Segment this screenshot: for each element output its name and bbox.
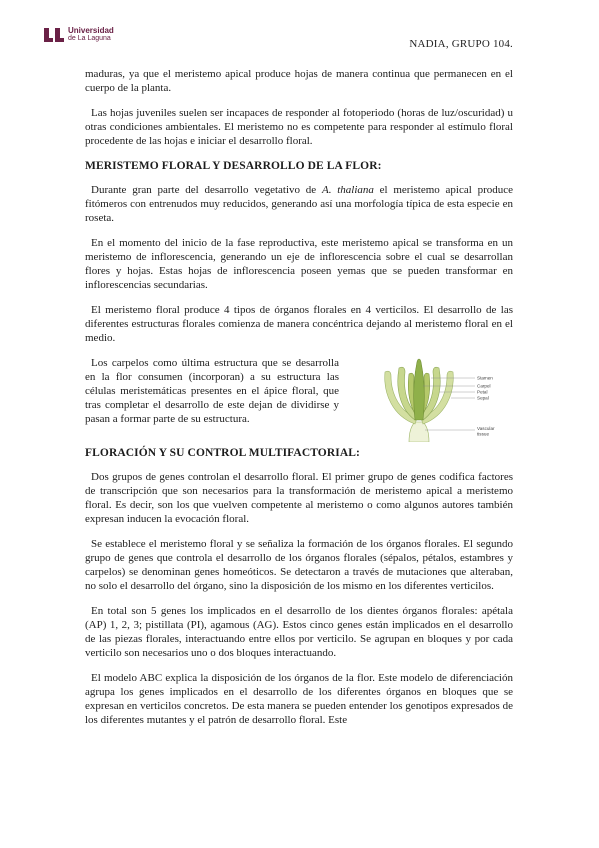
flower-structure-figure bbox=[365, 350, 513, 442]
figure-label-sepal: Sepal bbox=[477, 395, 489, 401]
flower-diagram-illustration bbox=[365, 350, 513, 442]
paragraph-2: Las hojas juveniles suelen ser incapaces de responder al fotoperiodo (horas de luz/oscuridad) u otras condiciones ambientales. El meristemo no es competente para responder al estímulo floral procedente de las hojas e iniciar el desarrollo floral. bbox=[85, 107, 513, 147]
figure-label-petal: Petal bbox=[477, 389, 488, 395]
author-group-label: NADIA, GRUPO 104. bbox=[409, 38, 513, 50]
text-with-figure bbox=[85, 356, 513, 442]
logo-text-line1: Universidad bbox=[68, 26, 114, 35]
paragraph-5: El meristemo floral produce 4 tipos de órganos florales en 4 verticilos. El desarrollo de las diferentes estructuras florales comienza de manera concéntrica dejando al meristemo floral en el medio. bbox=[85, 304, 513, 344]
paragraph-9: En total son 5 genes los implicados en el desarrollo de los dientes órganos florales: apétala (AP) 1, 2, 3; pistillata (PI), agamous (AG). Estos cinco genes están implicados en el desarrollo de las piezas florales, interactuando entre ellos por verticilo. Se agrupan en bloques y por cada verticilo son necesarios uno o dos bloques interactuando. bbox=[85, 605, 513, 659]
section-heading-floral-meristem: MERISTEMO FLORAL Y DESARROLLO DE LA FLOR: bbox=[85, 160, 382, 172]
paragraph-3-end: el meristemo apical produce fitómeros con entrenudos muy reducidos, generando así una morfología típica de esta especie en roseta. bbox=[85, 184, 514, 224]
paragraph-4: En el momento del inicio de la fase reproductiva, este meristemo apical se transforma en un meristemo de inflorescencia, generando un eje de inflorescencia sobre el cual se desarrollan flores y hojas. Estas hojas de inflorescencia poseen yemas que se pueden transformar en inflorescencias secundarias. bbox=[85, 237, 513, 291]
section-heading-flowering-control: FLORACIÓN Y SU CONTROL MULTIFACTORIAL: bbox=[85, 447, 360, 459]
page-header bbox=[0, 0, 599, 60]
figure-label-tissue: tissue bbox=[477, 431, 490, 437]
species-name: A. thaliana bbox=[321, 184, 374, 196]
paragraph-8: Se establece el meristemo floral y se señaliza la formación de los órganos florales. El segundo grupo de genes que controla el desarrollo de los órganos florales (sépalos, pétalos, estambres y carpelos) se denominan genes homeóticos. Se detectaron a través de mutaciones que alteraban, no solo el desarrollo del órgano, sino la disposición de los mismo en los diferentes verticilos. bbox=[85, 538, 513, 592]
paragraph-3-start: Durante gran parte del desarrollo vegetativo de bbox=[91, 184, 322, 196]
paragraph-7: Dos grupos de genes controlan el desarrollo floral. El primer grupo de genes codifica factores de transcripción que son necesarios para la transformación de meristemo apical a meristemo floral. Es decir, son los que vuelven competente al meristemo o como algunos autores también expresan inducen la evocación floral. bbox=[85, 471, 513, 525]
paragraph-6: Los carpelos como última estructura que se desarrolla en la flor consumen (incorporan) a su estructura las células meristemáticas presentes en el ápice floral, que tras completar el desarrollo de este dejan de dividirse y pasan a formar parte de su estructura. bbox=[85, 357, 339, 425]
university-logo bbox=[44, 26, 114, 44]
logo-text-line2: de La Laguna bbox=[68, 35, 111, 42]
paragraph-3 bbox=[85, 183, 513, 225]
figure-label-carpel: Carpel bbox=[477, 383, 491, 389]
paragraph-1: maduras, ya que el meristemo apical produce hojas de manera continua que permanecen en el cuerpo de la planta. bbox=[85, 68, 513, 94]
figure-label-stamen: Stamen bbox=[477, 375, 493, 381]
document-body bbox=[85, 67, 513, 738]
paragraph-10: El modelo ABC explica la disposición de los órganos de la flor. Este modelo de diferenciación agrupa los genes implicados en el desarrollo de los diferentes órganos en bloques que se expresan en verticilos concretos. De esta manera se pueden entender los genotipos expresados de los diferentes mutantes y el patrón de desarrollo floral. Este bbox=[85, 672, 513, 726]
university-logo-icon bbox=[44, 26, 64, 44]
figure-label-vascular: Vascular bbox=[477, 426, 495, 431]
